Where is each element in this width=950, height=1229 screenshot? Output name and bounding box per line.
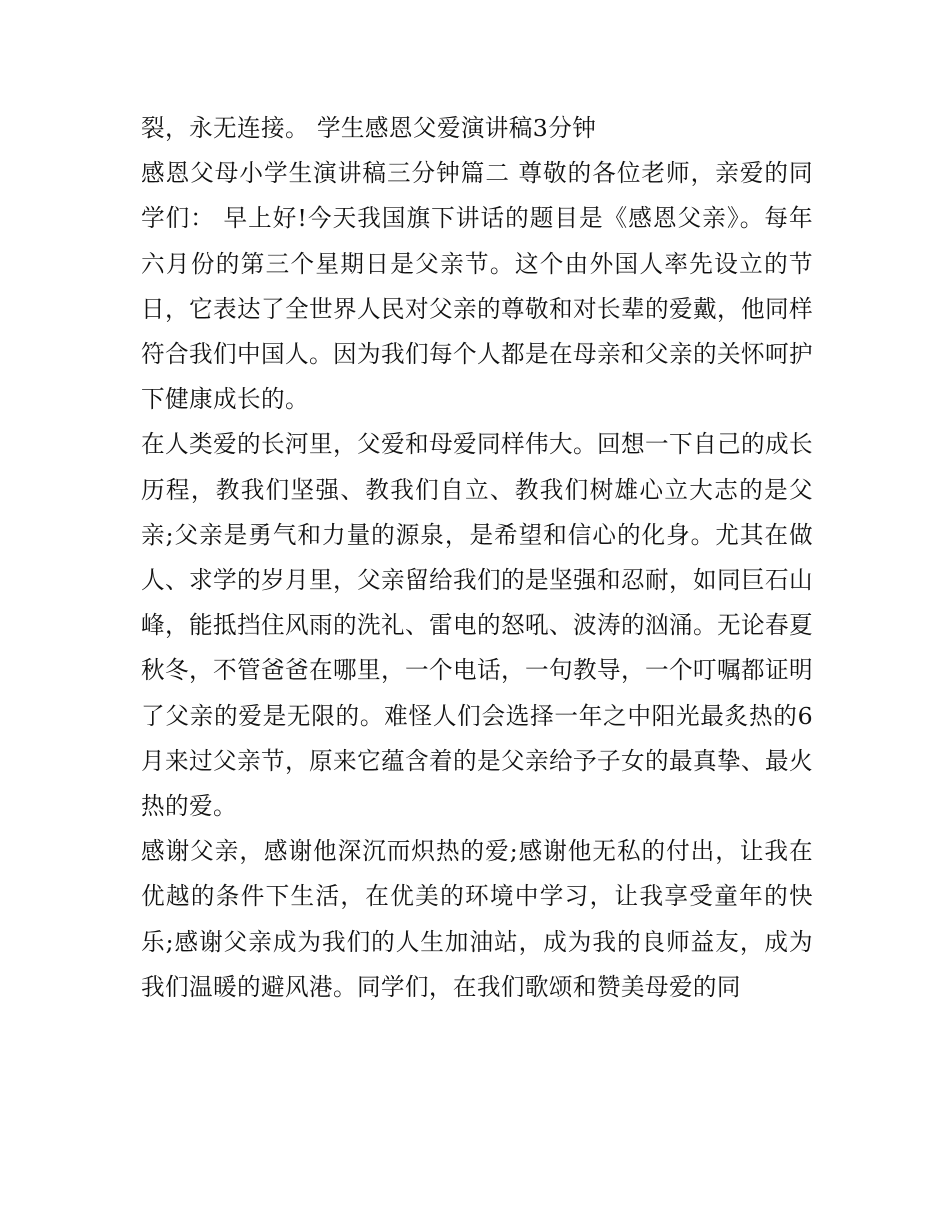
paragraph-3: 在人类爱的长河里，父爱和母爱同样伟大。回想一下自己的成长历程，教我们坚强、教我们自立、教我们树雄心立大志的是父亲;父亲是勇气和力量的源泉，是希望和信心的化身。尤其在做人、求学的岁月里，父亲留给我们的是坚强和忍耐，如同巨石山峰，能抵挡住风雨的洗礼、雷电的怒吼、波涛的汹涌。无论春夏秋冬，不管爸爸在哪里，一个电话，一句教导，一个叮嘱都证明了父亲的爱是无限的。难怪人们会选择一年之中阳光最炙热的6月来过父亲节，原来它蕴含着的是父亲给予子女的最真挚、最火热的爱。 xyxy=(141,430,813,821)
paragraph-2: 感恩父母小学生演讲稿三分钟篇二 尊敬的各位老师，亲爱的同学们： 早上好!今天我国旗下讲话的题目是《感恩父亲》。每年六月份的第三个星期日是父亲节。这个由外国人率先设立的节日，它表达了全世界人民对父亲的尊敬和对长辈的爱戴，他同样符合我们中国人。因为我们每个人都是在母亲和父亲的关怀呵护下健康成长的。 xyxy=(141,159,813,414)
document-body xyxy=(141,106,813,1010)
paragraph-1: 裂，永无连接。 学生感恩父爱演讲稿3分钟 xyxy=(141,114,597,142)
paragraph-4: 感谢父亲，感谢他深沉而炽热的爱;感谢他无私的付出，让我在优越的条件下生活，在优美的环境中学习，让我享受童年的快乐;感谢父亲成为我们的人生加油站，成为我的良师益友，成为我们温暖的避风港。同学们，在我们歌颂和赞美母爱的同 xyxy=(141,837,813,1001)
